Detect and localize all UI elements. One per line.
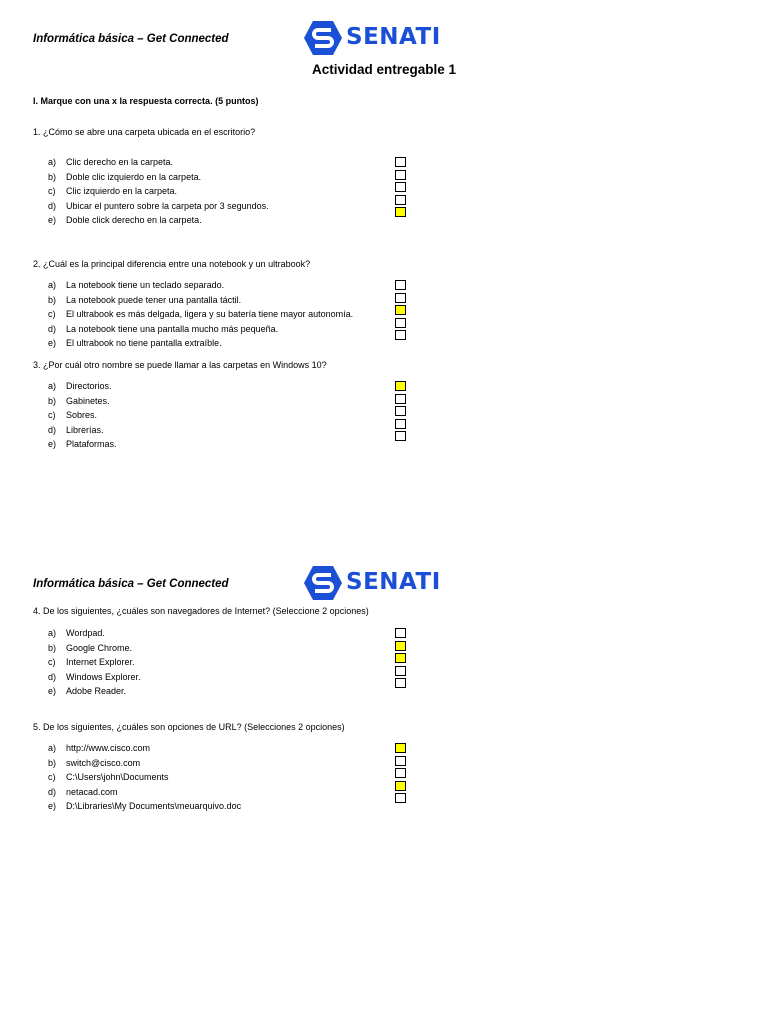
option-text: Wordpad. bbox=[66, 628, 105, 638]
answer-checkbox[interactable] bbox=[395, 330, 406, 340]
question-1-checkboxes bbox=[395, 157, 406, 220]
answer-checkbox[interactable] bbox=[395, 207, 406, 217]
option-letter: c) bbox=[48, 186, 56, 196]
logo-text-2: SENATI bbox=[346, 569, 441, 595]
question-3-checkboxes bbox=[395, 381, 406, 444]
answer-checkbox[interactable] bbox=[395, 678, 406, 688]
option-letter: c) bbox=[48, 657, 56, 667]
option-text: Windows Explorer. bbox=[66, 671, 141, 682]
option-item bbox=[48, 741, 418, 756]
option-letter: a) bbox=[48, 628, 57, 638]
answer-checkbox[interactable] bbox=[395, 743, 406, 753]
senati-logo-icon bbox=[303, 20, 343, 56]
senati-logo-icon-2 bbox=[303, 565, 343, 601]
option-text: Doble clic izquierdo en la carpeta. bbox=[66, 171, 202, 182]
option-letter: a) bbox=[48, 743, 57, 753]
option-text: Clic derecho en la carpeta. bbox=[66, 157, 174, 167]
answer-checkbox[interactable] bbox=[395, 305, 406, 315]
page-header bbox=[0, 20, 768, 64]
option-letter: d) bbox=[48, 786, 57, 797]
question-2: 2. ¿Cuál es la principal diferencia entre una notebook y un ultrabook? bbox=[33, 259, 311, 269]
answer-checkbox[interactable] bbox=[395, 394, 406, 404]
answer-checkbox[interactable] bbox=[395, 406, 406, 416]
senati-logo-2 bbox=[303, 565, 443, 605]
option-letter: b) bbox=[48, 294, 57, 305]
option-letter: b) bbox=[48, 642, 57, 653]
answer-checkbox[interactable] bbox=[395, 318, 406, 328]
question-1: 1. ¿Cómo se abre una carpeta ubicada en el escritorio? bbox=[33, 127, 256, 137]
question-1-options bbox=[48, 155, 418, 228]
option-item bbox=[48, 423, 418, 438]
option-letter: d) bbox=[48, 424, 57, 435]
option-letter: a) bbox=[48, 280, 57, 290]
answer-checkbox[interactable] bbox=[395, 157, 406, 167]
option-text: El ultrabook es más delgada, ligera y su batería tiene mayor autonomía. bbox=[66, 309, 354, 319]
question-2-checkboxes bbox=[395, 280, 406, 343]
answer-checkbox[interactable] bbox=[395, 431, 406, 441]
answer-checkbox[interactable] bbox=[395, 653, 406, 663]
option-item bbox=[48, 799, 418, 814]
option-text: Plataformas. bbox=[66, 439, 117, 449]
option-text: Adobe Reader. bbox=[66, 686, 127, 696]
option-item bbox=[48, 408, 418, 423]
option-item bbox=[48, 437, 418, 452]
option-text: Gabinetes. bbox=[66, 395, 110, 406]
option-text: Librerías. bbox=[66, 424, 104, 435]
senati-logo bbox=[303, 20, 443, 60]
option-text: Internet Explorer. bbox=[66, 657, 135, 667]
option-text: La notebook puede tener una pantalla táctil. bbox=[66, 294, 242, 305]
option-item bbox=[48, 293, 418, 308]
question-5-checkboxes bbox=[395, 743, 406, 806]
answer-checkbox[interactable] bbox=[395, 756, 406, 766]
question-4: 4. De los siguientes, ¿cuáles son navegadores de Internet? (Seleccione 2 opciones) bbox=[33, 606, 369, 616]
option-item bbox=[48, 670, 418, 685]
option-text: La notebook tiene una pantalla mucho más pequeña. bbox=[66, 323, 279, 334]
header-title: Informática básica – Get Connected bbox=[33, 33, 229, 45]
option-letter: b) bbox=[48, 171, 57, 182]
option-item bbox=[48, 379, 418, 394]
question-2-options bbox=[48, 278, 418, 351]
option-item bbox=[48, 641, 418, 656]
option-text: Ubicar el puntero sobre la carpeta por 3 segundos. bbox=[66, 200, 269, 211]
option-letter: d) bbox=[48, 200, 57, 211]
option-text: Google Chrome. bbox=[66, 642, 133, 653]
option-letter: c) bbox=[48, 410, 56, 420]
logo-text: SENATI bbox=[346, 24, 441, 50]
option-item bbox=[48, 684, 418, 699]
answer-checkbox[interactable] bbox=[395, 182, 406, 192]
option-item bbox=[48, 170, 418, 185]
option-letter: e) bbox=[48, 801, 57, 811]
option-item bbox=[48, 213, 418, 228]
option-text: Directorios. bbox=[66, 381, 112, 391]
option-item bbox=[48, 307, 418, 322]
question-5-options bbox=[48, 741, 418, 814]
option-text: Doble click derecho en la carpeta. bbox=[66, 215, 202, 225]
answer-checkbox[interactable] bbox=[395, 628, 406, 638]
question-5: 5. De los siguientes, ¿cuáles son opciones de URL? (Selecciones 2 opciones) bbox=[33, 722, 345, 732]
answer-checkbox[interactable] bbox=[395, 195, 406, 205]
answer-checkbox[interactable] bbox=[395, 641, 406, 651]
option-item bbox=[48, 199, 418, 214]
question-3: 3. ¿Por cuál otro nombre se puede llamar a las carpetas en Windows 10? bbox=[33, 360, 327, 370]
question-4-checkboxes bbox=[395, 628, 406, 691]
document-title: Actividad entregable 1 bbox=[311, 62, 457, 77]
option-item bbox=[48, 655, 418, 670]
option-text: El ultrabook no tiene pantalla extraíble. bbox=[66, 338, 222, 348]
option-text: D:\Libraries\My Documents\meuarquivo.doc bbox=[66, 801, 242, 811]
question-4-options bbox=[48, 626, 418, 699]
answer-checkbox[interactable] bbox=[395, 666, 406, 676]
option-item bbox=[48, 756, 418, 771]
option-text: switch@cisco.com bbox=[66, 757, 141, 768]
option-letter: d) bbox=[48, 671, 57, 682]
option-item bbox=[48, 322, 418, 337]
option-text: Sobres. bbox=[66, 410, 98, 420]
option-text: Clic izquierdo en la carpeta. bbox=[66, 186, 178, 196]
option-item bbox=[48, 626, 418, 641]
option-item bbox=[48, 155, 418, 170]
option-text: La notebook tiene un teclado separado. bbox=[66, 280, 225, 290]
option-item bbox=[48, 785, 418, 800]
option-letter: d) bbox=[48, 323, 57, 334]
answer-checkbox[interactable] bbox=[395, 419, 406, 429]
option-text: C:\Users\john\Documents bbox=[66, 772, 169, 782]
question-3-options bbox=[48, 379, 418, 452]
option-letter: e) bbox=[48, 439, 57, 449]
option-item bbox=[48, 394, 418, 409]
option-letter: e) bbox=[48, 338, 57, 348]
option-letter: c) bbox=[48, 772, 56, 782]
option-item bbox=[48, 184, 418, 199]
page-header-2 bbox=[0, 565, 768, 609]
option-item bbox=[48, 278, 418, 293]
option-item bbox=[48, 770, 418, 785]
answer-checkbox[interactable] bbox=[395, 170, 406, 180]
option-item bbox=[48, 336, 418, 351]
option-letter: c) bbox=[48, 309, 56, 319]
header-title-2: Informática básica – Get Connected bbox=[33, 578, 229, 590]
answer-checkbox[interactable] bbox=[395, 280, 406, 290]
section-heading: I. Marque con una x la respuesta correcta. (5 puntos) bbox=[33, 96, 259, 106]
answer-checkbox[interactable] bbox=[395, 781, 406, 791]
option-text: netacad.com bbox=[66, 786, 118, 797]
answer-checkbox[interactable] bbox=[395, 381, 406, 391]
answer-checkbox[interactable] bbox=[395, 293, 406, 303]
option-letter: a) bbox=[48, 157, 57, 167]
option-letter: e) bbox=[48, 686, 57, 696]
answer-checkbox[interactable] bbox=[395, 768, 406, 778]
option-letter: b) bbox=[48, 757, 57, 768]
option-letter: e) bbox=[48, 215, 57, 225]
answer-checkbox[interactable] bbox=[395, 793, 406, 803]
option-text: http://www.cisco.com bbox=[66, 743, 151, 753]
option-letter: a) bbox=[48, 381, 57, 391]
option-letter: b) bbox=[48, 395, 57, 406]
